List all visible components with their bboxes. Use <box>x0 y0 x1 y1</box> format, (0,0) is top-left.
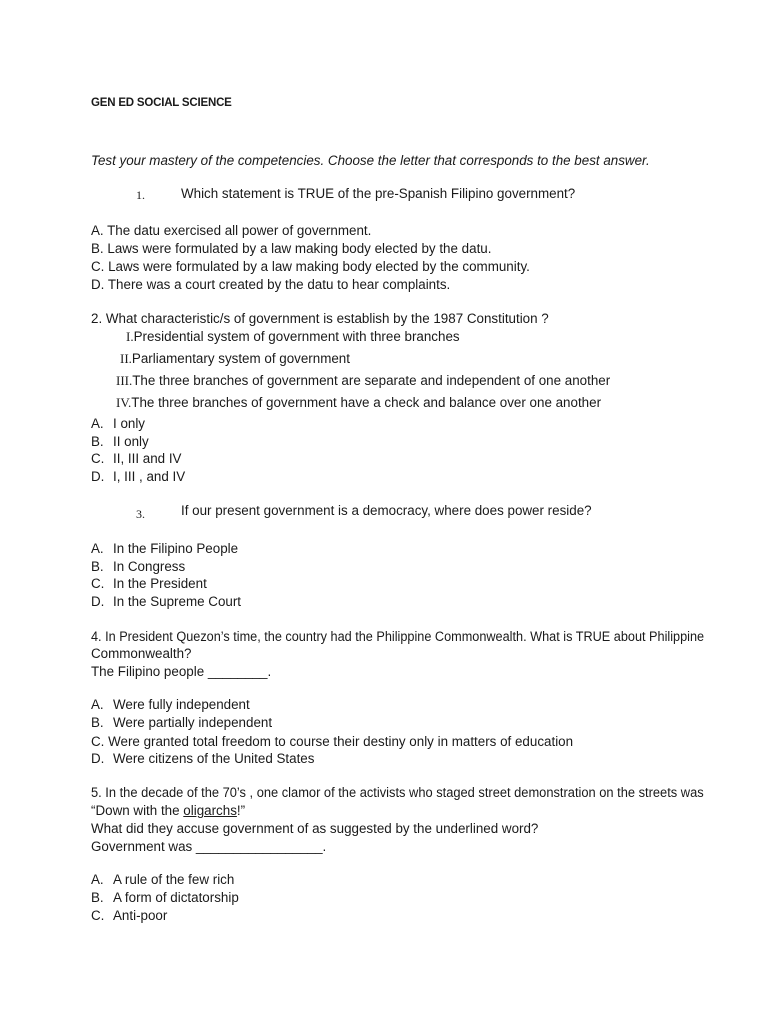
roman-numeral: II. <box>120 351 132 366</box>
roman-numeral: III. <box>116 373 133 388</box>
instructions: Test your mastery of the competencies. Choose the letter that corresponds to the best answer. <box>91 153 650 168</box>
question-2-item-ii <box>120 350 350 368</box>
question-4-choice-c: C. Were granted total freedom to course their destiny only in matters of education <box>91 734 574 749</box>
question-5-choice-b <box>91 889 239 907</box>
choice-letter: B. <box>91 434 104 449</box>
question-1-number: 1. <box>136 188 145 202</box>
question-3-choice-d <box>91 593 241 611</box>
choice-letter: D. <box>91 594 105 609</box>
question-2-choice-b <box>91 433 149 451</box>
question-1-choice-c: C. Laws were formulated by a law making body elected by the community. <box>91 259 530 274</box>
choice-letter: D. <box>91 751 105 766</box>
question-3-number: 3. <box>136 507 145 521</box>
choice-text: Were partially independent <box>113 715 273 730</box>
question-2-choice-c <box>91 450 181 468</box>
choice-letter: A. <box>91 872 104 887</box>
question-5-line-3: What did they accuse government of as suggested by the underlined word? <box>91 821 539 836</box>
question-2-item-iv <box>116 394 601 412</box>
choice-letter: B. <box>91 715 104 730</box>
item-text: Presidential system of government with three branches <box>133 329 460 344</box>
question-3-choice-b <box>91 558 185 576</box>
choice-text: I, III , and IV <box>113 469 186 484</box>
question-2-item-i <box>126 328 460 346</box>
choice-text: I only <box>113 416 146 431</box>
quote-start: “Down with the <box>91 803 184 818</box>
question-1-text: Which statement is TRUE of the pre-Spanish Filipino government? <box>181 186 576 201</box>
choice-text: Were citizens of the United States <box>113 751 315 766</box>
question-4-choice-b <box>91 714 272 732</box>
question-2-item-iii <box>116 372 610 390</box>
choice-text: In the Supreme Court <box>113 594 242 609</box>
question-3-text: If our present government is a democracy, where does power reside? <box>181 503 592 518</box>
question-5-line-1: 5. In the decade of the 70’s , one clamor of the activists who staged street demonstration on the streets was <box>91 785 704 800</box>
item-text: Parliamentary system of government <box>131 351 350 366</box>
roman-numeral: I. <box>126 329 134 344</box>
question-2-choice-a <box>91 415 145 433</box>
choice-letter: B. <box>91 890 104 905</box>
question-2-choice-d <box>91 468 185 486</box>
roman-numeral: IV. <box>116 395 132 410</box>
choice-text: Were fully independent <box>113 697 250 712</box>
choice-letter: A. <box>91 697 104 712</box>
choice-text: A rule of the few rich <box>113 872 235 887</box>
choice-text: A form of dictatorship <box>113 890 239 905</box>
choice-text: In the President <box>113 576 207 591</box>
choice-letter: C. <box>91 451 105 466</box>
question-1-choice-b: B. Laws were formulated by a law making body elected by the datu. <box>91 241 492 256</box>
question-5-choice-a <box>91 871 234 889</box>
choice-letter: A. <box>91 416 104 431</box>
choice-text: II, III and IV <box>113 451 182 466</box>
question-5-line-2 <box>91 802 245 820</box>
question-1-choice-d: D. There was a court created by the datu to hear complaints. <box>91 277 451 292</box>
question-2-text: 2. What characteristic/s of government is establish by the 1987 Constitution ? <box>91 311 549 326</box>
choice-letter: B. <box>91 559 104 574</box>
item-text: The three branches of government are separate and independent of one another <box>132 373 611 388</box>
question-4-choice-d <box>91 750 314 768</box>
question-4-line-1: 4. In President Quezon’s time, the country had the Philippine Commonwealth. What is TRUE about Philippine <box>91 629 705 644</box>
choice-letter: A. <box>91 541 104 556</box>
item-text: The three branches of government have a check and balance over one another <box>131 395 602 410</box>
choice-letter: C. <box>91 908 105 923</box>
question-3-choice-c <box>91 575 207 593</box>
question-4-line-3: The Filipino people ________. <box>91 664 272 679</box>
underlined-word: oligarchs <box>183 803 237 818</box>
question-4-line-2: Commonwealth? <box>91 646 192 661</box>
quote-end: !” <box>236 803 246 818</box>
choice-text: II only <box>113 434 149 449</box>
question-3-choice-a <box>91 540 238 558</box>
question-5-choice-c <box>91 907 167 925</box>
choice-text: In the Filipino People <box>113 541 239 556</box>
question-1-choice-a: A. The datu exercised all power of government. <box>91 223 372 238</box>
question-5-line-4: Government was _________________. <box>91 839 327 854</box>
choice-letter: C. <box>91 576 105 591</box>
choice-text: Anti-poor <box>113 908 168 923</box>
choice-letter: D. <box>91 469 105 484</box>
document-title: GEN ED SOCIAL SCIENCE <box>91 97 232 109</box>
question-4-choice-a <box>91 696 250 714</box>
choice-text: In Congress <box>113 559 186 574</box>
